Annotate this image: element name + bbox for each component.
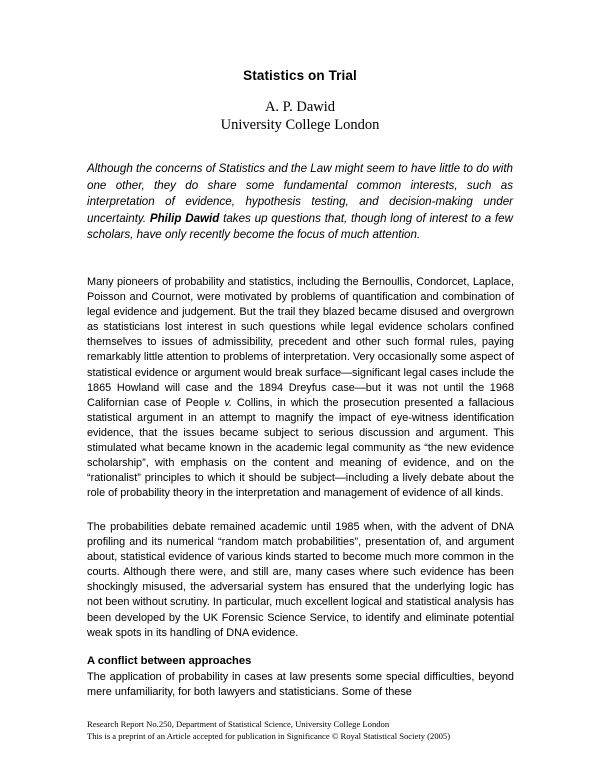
abstract — [87, 161, 513, 244]
abstract-text-end: takes up questions that, though long of interest to a few scholars, have only recently become the focus of much attention. — [87, 211, 513, 241]
paper-title: Statistics on Trial — [243, 68, 357, 83]
footer-report-line: Research Report No.250, Department of Statistical Science, University College London — [87, 719, 390, 729]
paragraph-3: The application of probability in cases at law presents some special difficulties, beyond mere unfamiliarity, for both lawyers and statisticians. Some of these — [87, 671, 514, 699]
footer-preprint-line: This is a preprint of an Article accepted for publication in Significance © Royal Statistical Society (2005) — [87, 731, 451, 741]
abstract-author-name: Philip Dawid — [149, 211, 220, 225]
abstract-text-start: Although the concerns of Statistics and the Law might seem to have little to do with one other, they do share some fundamental common interests, such as interpretation of evidence, hypothesis testing, and decision-making under uncertainty. — [87, 162, 513, 225]
paragraph-1-text-end: Collins, in which the prosecution presented a fallacious statistical argument in an attempt to magnify the impact of eye-witness identification evidence, that the issues became subject to serious discussion and argument. This stimulated what became known in the academic legal community as “the new evidence scholarship”, with emphasis on the content and meaning of evidence, and on the “rationalist” principles to which it should be subject—including a lively debate about the role of probability theory in the interpretation and management of evidence of all kinds. — [87, 396, 514, 500]
case-versus: v. — [224, 396, 233, 409]
author-affiliation: University College London — [220, 117, 380, 133]
paragraph-2: The probabilities debate remained academic until 1985 when, with the advent of DNA profiling and its numerical “random match probabilities”, presentation of, and argument about, statistical evidence of various kinds started to become much more common in the courts. Although there were, and still are, many cases where such evidence has been shockingly misused, the adversarial system has ensured that the underlying logic has not been without scrutiny. In particular, much excellent logical and statistical analysis has been developed by the UK Forensic Science Service, to identify and eliminate potential weak spots in its handling of DNA evidence. — [87, 521, 514, 639]
author-name: A. P. Dawid — [264, 99, 336, 115]
paragraph-1 — [87, 275, 514, 501]
paragraph-1-text-start: Many pioneers of probability and statistics, including the Bernoullis, Condorcet, Laplace, Poisson and Cournot, were motivated by problems of quantification and combination of legal evidence and judgement. But the trail they blazed became disused and overgrown as statisticians lost interest in such questions while legal evidence scholars confined themselves to issues of admissibility, precedent and other such formal rules, paying remarkably little attention to problems of interpretation. Very occasionally some aspect of statistical evidence or argument would break surface—significant legal cases include the 1865 Howland will case and the 1894 Dreyfus case—but it was not until the 1968 Californian case of People — [87, 276, 514, 409]
section-heading: A conflict between approaches — [87, 655, 252, 667]
